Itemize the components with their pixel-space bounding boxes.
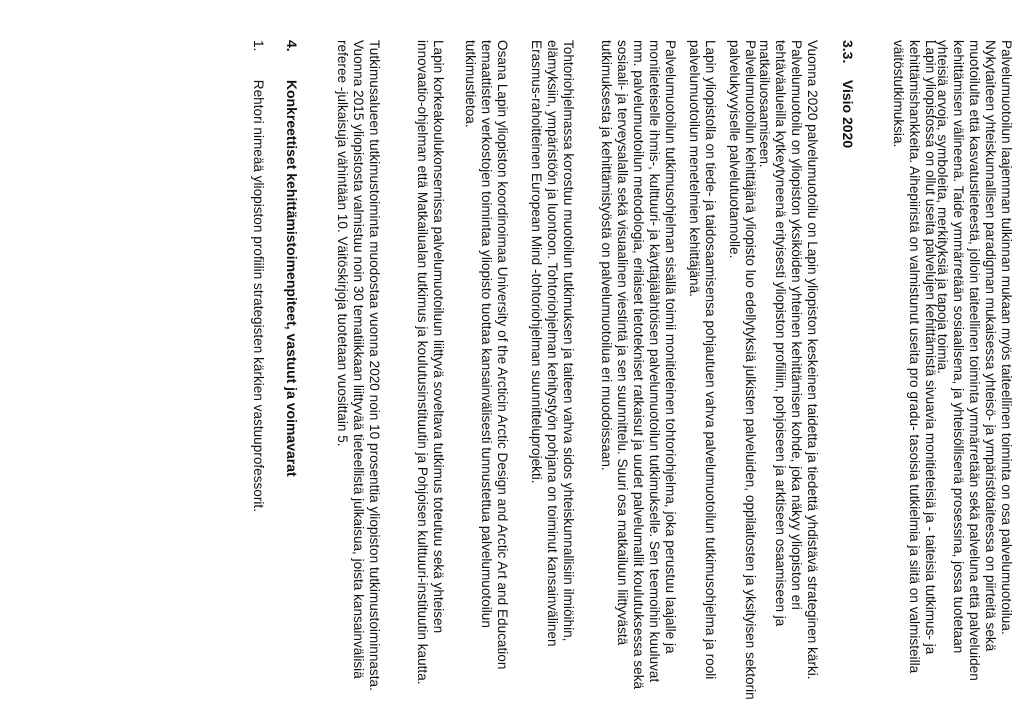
- section-title: Visio 2020: [840, 79, 856, 149]
- section-title: Konkreettiset kehittämistoimenpiteet, vastuut ja voimavarat: [284, 79, 300, 477]
- paragraph-doctoral-emphasis: Tohtoriohjelmassa korostuu muotoilun tutkimuksen ja taiteen vahva sidos yhteiskunnallisiin ilmiöihin, elämyksiin, ympäristöön ja luontoon. Tohtoriohjelman kehitystyön pohjana on toiminut kansainvälinen Erasmus-rahoitteinen European Mind -tohtoriohjelman suunnitteluprojekti.: [528, 40, 576, 647]
- list-number: 1.: [251, 40, 266, 52]
- paragraph-uarctic: Osana Lapin yliopiston koordinoimaa University of the Arcticin Arctic Design and Arctic Art and Education temaattisten verkostojen toimintaa yliopisto tuottaa kansainvälisesti tunnustettua palvelumuotoilun tutkimustietoa.: [462, 40, 510, 670]
- section-number: 4.: [284, 40, 300, 52]
- list-text: Rehtori nimeää yliopiston profiilin strategisten kärkien vastuuprofessorit.: [251, 79, 266, 512]
- section-number: 3.3.: [840, 40, 856, 64]
- section-heading-3-3: [840, 40, 856, 700]
- paragraph-research-output: Tutkimusalueen tutkimustoiminta muodostaa vuonna 2020 noin 10 prosenttia yliopiston tutkimustoiminnasta. Vuonna 2015 yliopistosta valmistuu noin 30 tematiikkaan liittyvää tieteellistä julkaisua, joista kansainvälisiä referee -julkaisuja vähintään 10. Väitöskirjoja tuotetaan vuosittain 5.: [334, 40, 382, 691]
- paragraph-research-program: Lapin yliopistolla on tiede- ja taidosaamisensa pohjautuen vahva palvelumuotoilun tutkimusohjelma ja rooli palvelumuotoilun menetelmien kehittäjänä.: [686, 40, 718, 680]
- paragraph-higher-ed-consortium: Lapin korkeakoulukonsernissa palvelumuotoiluun liittyvä soveltava tutkimus toteutuu sekä yhteisen innovaatio-ohjelman että Matkailualan tutkimus ja koulutusinstituutin ja Pohjoisen kulttuuri-instituutin kautta.: [414, 40, 446, 685]
- section-heading-4: [284, 40, 300, 700]
- paragraph-art-as-service: Palvelumuotoilun laajemman tulkinnan mukaan myös taiteellinen toiminta on osa palvelumuotoilua. Nykytaiteen yhteiskunnallisen paradigman mukaisessa yhteisö- ja ympäristötaiteessa on piirteitä sekä muotoilulta että kasvatustieteestä, jolloin taiteellinen toiminta ymmärretään sekä palveluna että palveluiden kehittämisen välineenä. Taide ymmärretään sosiaalisena, ja yhteisöllisenä prosessina, jossa tuotetaan yhteisiä arvoja, symboleita, merkityksiä ja tapoja toimia.: [934, 40, 1014, 681]
- paragraph-projects: Lapin yliopistossa on ollut useita palvelujen kehittämistä sivuavia monitieteisiä ja - taiteisia tutkimus- ja kehittämishankkeita. Aihepiiristä on valmistunut useita pro gradu- tasoisia tutkielmia ja siitä on valmisteilla väitöstutkimuksia.: [890, 40, 938, 674]
- paragraph-doctoral-program: Palvelumuotoilun tutkimusohjelman sisällä toimii monitieteinen tohtoriohjelma, joka perustuu laajalle ja monitieteiselle ihmis-, kulttuuri- ja käyttäjälähtöisen palvelumuotoilun tutkimukselle. Sen teemoihin kuuluvat mm. palvelumuotoilun metodologia, erilaiset tietotekniset ratkaisut ja uudet palvelumallit koulutuksessa sekä sosiaali- ja terveysalalla sekä visuaalinen viestintä ja sen suunnittelu. Suuri osa matkailuun liittyvästä tutkimuksesta ja kehittämistyöstä on palvelumuotoilua eri muodoissaan.: [598, 40, 678, 690]
- paragraph-developer-role: Palvelumuotoilun kehittäjänä yliopisto luo edellytyksiä julkisten palveluiden, oppilaitosten ja yksityisen sektorin palvelukyvyiselle palvelutuotannolle.: [726, 40, 758, 700]
- paragraph-vision: Vuonna 2020 palvelumuotoilu on Lapin yliopiston keskeinen taidetta ja tiedettä yhdistävä strateginen kärki. Palvelumuotoilu on yliopiston yksiköiden yhteinen kehittämisen kohde, joka näkyy yliopiston eri tehtäväalueilla kytkeytyneenä erityisesti yliopiston profiiliin, pohjoiseen ja arktiseen osaamiseen ja matkailuosaamiseen.: [756, 40, 820, 680]
- list-item-1: [250, 40, 266, 700]
